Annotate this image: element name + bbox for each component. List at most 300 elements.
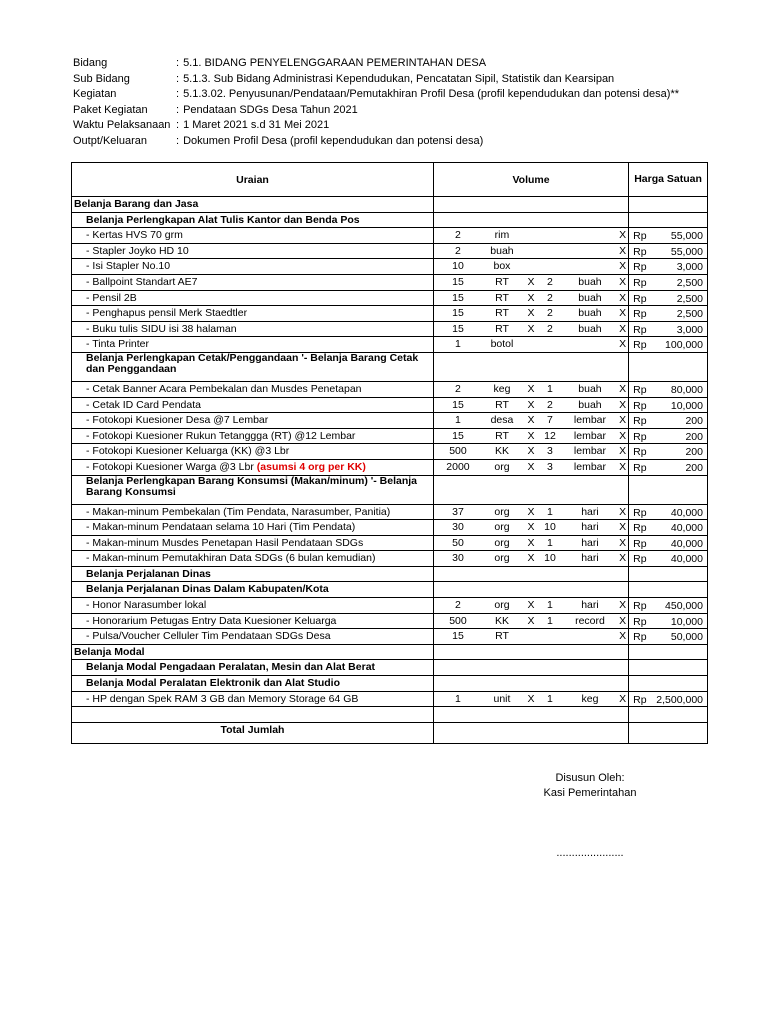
header-row bbox=[73, 103, 679, 119]
times-mark-2: X bbox=[619, 460, 627, 473]
qty: 500 bbox=[449, 445, 467, 458]
price-amount: 450,000 bbox=[665, 600, 703, 613]
header-row bbox=[73, 72, 679, 88]
qty: 2 bbox=[455, 599, 461, 612]
qty: 2 bbox=[455, 229, 461, 242]
item-text: - Pulsa/Voucher Celluler Tim Pendataan SDGs Desa bbox=[86, 630, 331, 643]
qty: 15 bbox=[452, 398, 464, 411]
empty-cell bbox=[629, 212, 708, 228]
empty-cell bbox=[629, 660, 708, 676]
qty: 10 bbox=[452, 260, 464, 273]
subcategory-cell: Belanja Perjalanan Dinas bbox=[72, 566, 434, 582]
times-mark-2: X bbox=[619, 244, 627, 257]
qty: 500 bbox=[449, 614, 467, 627]
table-row bbox=[72, 413, 708, 429]
currency: Rp bbox=[633, 446, 647, 459]
item-text: - Fotokopi Kuesioner Warga @3 Lbr bbox=[86, 460, 257, 473]
volume-cell bbox=[433, 381, 628, 397]
currency: Rp bbox=[633, 506, 647, 519]
item-text: - Buku tulis SIDU isi 38 halaman bbox=[86, 322, 237, 335]
col-harga-header: Harga Satuan bbox=[629, 163, 708, 197]
table-row bbox=[72, 551, 708, 567]
unit: RT bbox=[495, 322, 509, 335]
unit2: buah bbox=[578, 275, 602, 288]
table-row bbox=[72, 475, 708, 504]
qty2: 2 bbox=[547, 398, 553, 411]
unit2: hari bbox=[581, 599, 599, 612]
volume-cell bbox=[433, 535, 628, 551]
item-cell bbox=[72, 259, 434, 275]
price-cell bbox=[629, 629, 708, 645]
table-row bbox=[72, 691, 708, 707]
table-row bbox=[72, 644, 708, 660]
empty-cell bbox=[433, 352, 628, 381]
times-mark: X bbox=[527, 614, 535, 627]
table-row bbox=[72, 306, 708, 322]
item-text: - Makan-minum Pemutakhiran Data SDGs (6 bulan kemudian) bbox=[86, 552, 376, 565]
price-cell bbox=[629, 520, 708, 536]
item-text: - Penghapus pensil Merk Staedtler bbox=[86, 307, 248, 320]
times-mark-2: X bbox=[619, 599, 627, 612]
price-amount: 40,000 bbox=[670, 537, 703, 550]
qty2: 3 bbox=[547, 445, 553, 458]
unit2: lembar bbox=[573, 414, 607, 427]
item-cell bbox=[72, 444, 434, 460]
unit: org bbox=[494, 552, 510, 565]
table-row bbox=[72, 707, 708, 723]
times-mark-2: X bbox=[619, 692, 627, 705]
times-mark: X bbox=[527, 291, 535, 304]
unit: RT bbox=[495, 291, 509, 304]
item-text: - Fotokopi Kuesioner Rukun Tetanggga (RT) @12 Lembar bbox=[86, 429, 356, 442]
table-row bbox=[72, 381, 708, 397]
item-text: - Makan-minum Pendataan selama 10 Hari (Tim Pendata) bbox=[86, 521, 356, 534]
item-text: - Fotokopi Kuesioner Keluarga (KK) @3 Lbr bbox=[86, 445, 290, 458]
times-mark: X bbox=[527, 505, 535, 518]
price-amount: 3,000 bbox=[676, 261, 703, 274]
times-mark: X bbox=[527, 552, 535, 565]
table-row bbox=[72, 613, 708, 629]
price-amount: 50,000 bbox=[670, 631, 703, 644]
item-cell bbox=[72, 381, 434, 397]
empty-cell bbox=[72, 707, 434, 723]
empty-cell bbox=[629, 707, 708, 723]
times-mark-2: X bbox=[619, 614, 627, 627]
item-text: - Fotokopi Kuesioner Desa @7 Lembar bbox=[86, 414, 269, 427]
times-mark-2: X bbox=[619, 291, 627, 304]
unit2: buah bbox=[578, 307, 602, 320]
item-cell bbox=[72, 613, 434, 629]
qty: 2000 bbox=[446, 460, 470, 473]
item-cell bbox=[72, 629, 434, 645]
unit: org bbox=[494, 599, 510, 612]
times-mark: X bbox=[527, 536, 535, 549]
unit: org bbox=[494, 505, 510, 518]
table-row bbox=[72, 197, 708, 213]
price-cell bbox=[629, 243, 708, 259]
qty: 50 bbox=[452, 536, 464, 549]
unit: rim bbox=[494, 229, 510, 242]
unit: RT bbox=[495, 630, 509, 643]
unit: org bbox=[494, 460, 510, 473]
empty-cell bbox=[433, 212, 628, 228]
empty-cell bbox=[629, 566, 708, 582]
unit2: hari bbox=[581, 521, 599, 534]
price-amount: 200 bbox=[685, 461, 703, 474]
price-cell bbox=[629, 290, 708, 306]
price-amount: 2,500,000 bbox=[656, 693, 703, 706]
currency: Rp bbox=[633, 230, 647, 243]
table-row bbox=[72, 520, 708, 536]
unit: KK bbox=[494, 614, 509, 627]
currency: Rp bbox=[633, 430, 647, 443]
col-volume-header: Volume bbox=[433, 163, 628, 197]
header-sep: : bbox=[176, 119, 180, 131]
item-cell bbox=[72, 290, 434, 306]
header-label: Kegiatan bbox=[73, 88, 117, 100]
currency: Rp bbox=[633, 339, 647, 352]
table-row bbox=[72, 337, 708, 353]
times-mark: X bbox=[527, 521, 535, 534]
empty-cell bbox=[433, 644, 628, 660]
qty2: 1 bbox=[547, 382, 553, 395]
item-cell bbox=[72, 337, 434, 353]
subcategory-cell: Belanja Perlengkapan Barang Konsumsi (Makan/minum) '- Belanja Barang Konsumsi bbox=[72, 475, 434, 504]
empty-cell bbox=[629, 352, 708, 381]
currency: Rp bbox=[633, 522, 647, 535]
times-mark: X bbox=[527, 429, 535, 442]
empty-cell bbox=[433, 566, 628, 582]
table-row bbox=[72, 428, 708, 444]
header-label: Paket Kegiatan bbox=[73, 103, 148, 116]
currency: Rp bbox=[633, 537, 647, 550]
header-label: Waktu Pelaksanaan bbox=[73, 119, 171, 131]
subcategory-cell: Belanja Perlengkapan Alat Tulis Kantor dan Benda Pos bbox=[72, 212, 434, 228]
volume-cell bbox=[433, 598, 628, 614]
budget-table-wrap bbox=[71, 162, 708, 744]
times-mark-2: X bbox=[619, 229, 627, 242]
volume-cell bbox=[433, 459, 628, 475]
item-cell bbox=[72, 504, 434, 520]
price-cell bbox=[629, 321, 708, 337]
header-value: Pendataan SDGs Desa Tahun 2021 bbox=[183, 103, 358, 116]
total-amount bbox=[629, 722, 708, 743]
header-value: 5.1. BIDANG PENYELENGGARAAN PEMERINTAHAN DESA bbox=[183, 57, 487, 69]
item-text: - HP dengan Spek RAM 3 GB dan Memory Storage 64 GB bbox=[86, 692, 359, 705]
price-amount: 2,500 bbox=[676, 308, 703, 321]
table-row bbox=[72, 212, 708, 228]
total-label: Total Jumlah bbox=[72, 722, 434, 743]
item-cell bbox=[72, 691, 434, 707]
empty-cell bbox=[433, 707, 628, 723]
times-mark-2: X bbox=[619, 260, 627, 273]
item-cell bbox=[72, 413, 434, 429]
unit2: buah bbox=[578, 382, 602, 395]
times-mark: X bbox=[527, 322, 535, 335]
table-row bbox=[72, 504, 708, 520]
price-cell bbox=[629, 274, 708, 290]
item-cell bbox=[72, 243, 434, 259]
header-label: Bidang bbox=[73, 57, 108, 69]
item-text: - Honorarium Petugas Entry Data Kuesioner Keluarga bbox=[86, 614, 337, 627]
unit: RT bbox=[495, 275, 509, 288]
qty2: 2 bbox=[547, 291, 553, 304]
item-cell bbox=[72, 428, 434, 444]
empty-cell bbox=[433, 582, 628, 598]
item-cell bbox=[72, 598, 434, 614]
volume-cell bbox=[433, 629, 628, 645]
qty2: 1 bbox=[547, 614, 553, 627]
unit2: buah bbox=[578, 398, 602, 411]
currency: Rp bbox=[633, 553, 647, 566]
table-row bbox=[72, 274, 708, 290]
times-mark: X bbox=[527, 445, 535, 458]
volume-cell bbox=[433, 428, 628, 444]
times-mark: X bbox=[527, 460, 535, 473]
unit2: buah bbox=[578, 291, 602, 304]
subcategory-cell: Belanja Modal Pengadaan Peralatan, Mesin dan Alat Berat bbox=[72, 660, 434, 676]
times-mark-2: X bbox=[619, 275, 627, 288]
item-text: - Cetak Banner Acara Pembekalan dan Musdes Penetapan bbox=[86, 382, 362, 395]
volume-cell bbox=[433, 520, 628, 536]
currency: Rp bbox=[633, 276, 647, 289]
unit2: lembar bbox=[573, 429, 607, 442]
times-mark: X bbox=[527, 692, 535, 705]
unit2: record bbox=[575, 614, 605, 627]
unit: RT bbox=[495, 429, 509, 442]
qty2: 10 bbox=[544, 521, 556, 534]
times-mark-2: X bbox=[619, 429, 627, 442]
table-row bbox=[72, 228, 708, 244]
times-mark-2: X bbox=[619, 630, 627, 643]
item-text: - Makan-minum Pembekalan (Tim Pendata, Narasumber, Panitia) bbox=[86, 505, 391, 518]
unit2: hari bbox=[581, 505, 599, 518]
currency: Rp bbox=[633, 693, 647, 706]
empty-cell bbox=[433, 475, 628, 504]
currency: Rp bbox=[633, 600, 647, 613]
price-cell bbox=[629, 337, 708, 353]
qty: 15 bbox=[452, 275, 464, 288]
item-cell bbox=[72, 397, 434, 413]
unit2: lembar bbox=[573, 460, 607, 473]
header-row bbox=[73, 56, 679, 72]
price-cell bbox=[629, 504, 708, 520]
price-cell bbox=[629, 691, 708, 707]
volume-cell bbox=[433, 274, 628, 290]
subcategory-cell: Belanja Modal Peralatan Elektronik dan Alat Studio bbox=[72, 676, 434, 692]
header-sep: : bbox=[176, 103, 180, 116]
col-uraian-header: Uraian bbox=[72, 163, 434, 197]
price-cell bbox=[629, 228, 708, 244]
table-row bbox=[72, 566, 708, 582]
unit: desa bbox=[490, 414, 514, 427]
sign-dots: ...................... bbox=[556, 847, 624, 859]
volume-cell bbox=[433, 337, 628, 353]
unit: RT bbox=[495, 307, 509, 320]
qty2: 1 bbox=[547, 692, 553, 705]
qty: 1 bbox=[455, 338, 461, 351]
price-cell bbox=[629, 598, 708, 614]
unit2: keg bbox=[581, 692, 599, 705]
item-text: - Honor Narasumber lokal bbox=[86, 599, 207, 612]
times-mark-2: X bbox=[619, 505, 627, 518]
price-amount: 40,000 bbox=[670, 522, 703, 535]
subcategory-cell: Belanja Perlengkapan Cetak/Penggandaan '- Belanja Barang Cetak dan Penggandaan bbox=[72, 352, 434, 381]
volume-cell bbox=[433, 290, 628, 306]
header-sep: : bbox=[176, 72, 180, 85]
times-mark: X bbox=[527, 382, 535, 395]
table-row bbox=[72, 535, 708, 551]
price-amount: 10,000 bbox=[670, 399, 703, 412]
budget-table bbox=[71, 162, 708, 744]
price-cell bbox=[629, 428, 708, 444]
table-row bbox=[72, 259, 708, 275]
price-cell bbox=[629, 444, 708, 460]
header-label: Outpt/Keluaran bbox=[73, 134, 147, 147]
qty: 2 bbox=[455, 244, 461, 257]
unit2: hari bbox=[581, 536, 599, 549]
currency: Rp bbox=[633, 461, 647, 474]
item-text: - Ballpoint Standart AE7 bbox=[86, 275, 198, 288]
unit: botol bbox=[490, 338, 514, 351]
currency: Rp bbox=[633, 292, 647, 305]
currency: Rp bbox=[633, 383, 647, 396]
price-cell bbox=[629, 381, 708, 397]
volume-cell bbox=[433, 306, 628, 322]
price-amount: 3,000 bbox=[676, 323, 703, 336]
qty: 2 bbox=[455, 382, 461, 395]
table-row bbox=[72, 722, 708, 743]
unit: keg bbox=[493, 382, 511, 395]
category-cell: Belanja Modal bbox=[72, 644, 434, 660]
header-row bbox=[73, 87, 679, 103]
price-amount: 40,000 bbox=[670, 553, 703, 566]
times-mark-2: X bbox=[619, 552, 627, 565]
qty2: 3 bbox=[547, 460, 553, 473]
volume-cell bbox=[433, 413, 628, 429]
table-row bbox=[72, 321, 708, 337]
table-row bbox=[72, 290, 708, 306]
volume-cell bbox=[433, 691, 628, 707]
price-cell bbox=[629, 613, 708, 629]
qty: 30 bbox=[452, 552, 464, 565]
sign-line1: Disusun Oleh: bbox=[555, 772, 625, 784]
header-value: 5.1.3.02. Penyusunan/Pendataan/Pemutakhiran Profil Desa (profil kependudukan dan potensi desa)** bbox=[183, 88, 680, 100]
item-cell bbox=[72, 551, 434, 567]
item-text: - Isi Stapler No.10 bbox=[86, 260, 171, 273]
empty-cell bbox=[629, 475, 708, 504]
currency: Rp bbox=[633, 323, 647, 336]
times-mark-2: X bbox=[619, 536, 627, 549]
item-cell bbox=[72, 306, 434, 322]
header-label: Sub Bidang bbox=[73, 72, 130, 85]
qty2: 10 bbox=[544, 552, 556, 565]
volume-cell bbox=[433, 551, 628, 567]
item-cell bbox=[72, 459, 434, 475]
unit2: buah bbox=[578, 322, 602, 335]
item-text: - Pensil 2B bbox=[86, 291, 137, 304]
currency: Rp bbox=[633, 308, 647, 321]
unit2: lembar bbox=[573, 445, 607, 458]
price-cell bbox=[629, 397, 708, 413]
times-mark-2: X bbox=[619, 445, 627, 458]
table-row bbox=[72, 660, 708, 676]
qty2: 12 bbox=[544, 429, 556, 442]
price-amount: 55,000 bbox=[670, 230, 703, 243]
header-block bbox=[73, 56, 679, 149]
item-cell bbox=[72, 535, 434, 551]
price-amount: 100,000 bbox=[665, 339, 703, 352]
price-amount: 200 bbox=[685, 415, 703, 428]
currency: Rp bbox=[633, 245, 647, 258]
qty2: 2 bbox=[547, 322, 553, 335]
times-mark-2: X bbox=[619, 382, 627, 395]
qty2: 2 bbox=[547, 307, 553, 320]
times-mark: X bbox=[527, 398, 535, 411]
times-mark-2: X bbox=[619, 322, 627, 335]
empty-cell bbox=[433, 660, 628, 676]
price-amount: 10,000 bbox=[670, 615, 703, 628]
header-sep: : bbox=[176, 57, 180, 69]
qty: 30 bbox=[452, 521, 464, 534]
empty-cell bbox=[629, 644, 708, 660]
table-row bbox=[72, 598, 708, 614]
currency: Rp bbox=[633, 615, 647, 628]
times-mark-2: X bbox=[619, 307, 627, 320]
price-amount: 40,000 bbox=[670, 506, 703, 519]
unit: RT bbox=[495, 398, 509, 411]
empty-cell bbox=[433, 197, 628, 213]
empty-cell bbox=[433, 676, 628, 692]
unit: org bbox=[494, 521, 510, 534]
currency: Rp bbox=[633, 399, 647, 412]
price-cell bbox=[629, 535, 708, 551]
volume-cell bbox=[433, 259, 628, 275]
qty2: 1 bbox=[547, 599, 553, 612]
item-note: (asumsi 4 org per KK) bbox=[256, 460, 366, 473]
empty-cell bbox=[629, 582, 708, 598]
table-row bbox=[72, 397, 708, 413]
qty2: 1 bbox=[547, 536, 553, 549]
item-text: - Makan-minum Musdes Penetapan Hasil Pendataan SDGs bbox=[86, 536, 364, 549]
header-sep: : bbox=[176, 134, 180, 147]
price-amount: 200 bbox=[685, 430, 703, 443]
volume-cell bbox=[433, 444, 628, 460]
qty2: 1 bbox=[547, 505, 553, 518]
times-mark: X bbox=[527, 414, 535, 427]
sign-line2: Kasi Pemerintahan bbox=[543, 787, 637, 799]
qty2: 2 bbox=[547, 275, 553, 288]
table-row bbox=[72, 582, 708, 598]
qty: 15 bbox=[452, 307, 464, 320]
item-text: - Tinta Printer bbox=[86, 338, 150, 351]
times-mark-2: X bbox=[619, 414, 627, 427]
times-mark-2: X bbox=[619, 338, 627, 351]
times-mark-2: X bbox=[619, 521, 627, 534]
times-mark: X bbox=[527, 275, 535, 288]
item-cell bbox=[72, 228, 434, 244]
qty2: 7 bbox=[547, 414, 553, 427]
empty-cell bbox=[629, 197, 708, 213]
header-row bbox=[73, 134, 679, 150]
currency: Rp bbox=[633, 261, 647, 274]
volume-cell bbox=[433, 243, 628, 259]
unit2: hari bbox=[581, 552, 599, 565]
item-text: - Cetak ID Card Pendata bbox=[86, 398, 201, 411]
qty: 1 bbox=[455, 414, 461, 427]
times-mark: X bbox=[527, 307, 535, 320]
qty: 15 bbox=[452, 429, 464, 442]
